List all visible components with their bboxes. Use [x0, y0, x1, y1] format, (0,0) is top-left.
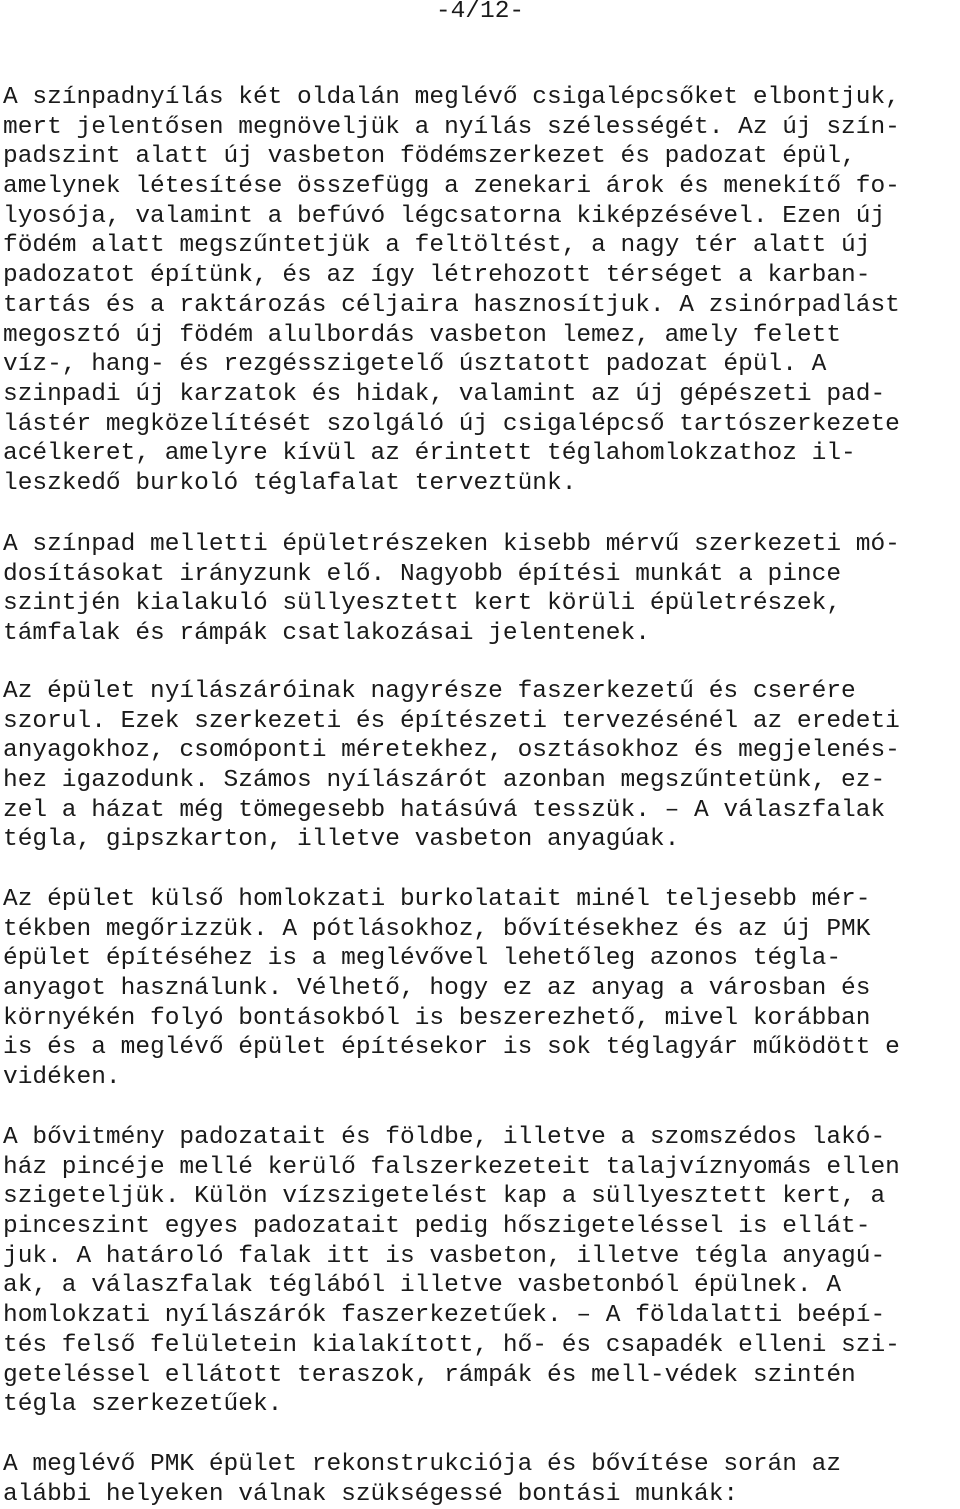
text-line: anyagokhoz, csomóponti méretekhez, osztásokhoz és megjelenés-	[3, 737, 900, 765]
text-line: megosztó új födém alulbordás vasbeton lemez, amely felett	[3, 321, 842, 349]
text-line: szigeteljük. Külön vízszigetelést kap a süllyesztett kert, a	[3, 1183, 886, 1211]
paragraph-5	[3, 1123, 960, 1420]
text-line: mert jelentősen megnöveljük a nyílás szélességét. Az új szín-	[3, 113, 900, 141]
text-line: környékén folyó bontásokból is beszerezhető, mivel korábban	[3, 1004, 871, 1032]
text-line: Az épület nyílászáróinak nagyrésze faszerkezetű és cserére	[3, 678, 856, 705]
text-line: padszint alatt új vasbeton födémszerkezet és padozat épül,	[3, 143, 856, 171]
paragraph-4	[3, 885, 960, 1093]
text-line: is és a meglévő épület építésekor is sok téglagyár működött e	[3, 1034, 900, 1062]
text-line: szintjén kialakuló süllyesztett kert körüli épületrészek,	[3, 590, 842, 618]
text-line: leszkedő burkoló téglafalat terveztünk.	[3, 469, 577, 497]
text-line: geteléssel ellátott teraszok, rámpák és mell-védek szintén	[3, 1361, 856, 1389]
text-line: homlokzati nyílászárók faszerkezetűek. – A földalatti beépí-	[3, 1302, 886, 1330]
text-line: zel a házat még tömegesebb hatásúvá tesszük. – A válaszfalak	[3, 796, 886, 824]
text-line: alábbi helyeken válnak szükségessé bontási munkák:	[3, 1480, 739, 1508]
text-line: tékben megőrizzük. A pótlásokhoz, bővítésekhez és az új PMK	[3, 915, 871, 943]
text-line: A meglévő PMK épület rekonstrukciója és bővítése során az	[3, 1451, 842, 1478]
text-line: födém alatt megszűntetjük a feltöltést, a nagy tér alatt új	[3, 232, 871, 260]
text-line: tartás és a raktározás céljaira hasznosítjuk. A zsinórpadlást	[3, 291, 900, 319]
text-line: A színpad melletti épületrészeken kisebb mérvű szerkezeti mó-	[3, 531, 900, 558]
text-line: tés felső felületein kialakított, hő- és csapadék elleni szi-	[3, 1331, 900, 1359]
text-line: szinpadi új karzatok és hidak, valamint az új gépészeti pad-	[3, 380, 886, 408]
text-line: szorul. Ezek szerkezeti és építészeti tervezésénél az eredeti	[3, 707, 900, 735]
page-number: -4/12-	[435, 0, 525, 25]
text-line: juk. A határoló falak itt is vasbeton, illetve tégla anyagú-	[3, 1242, 886, 1270]
text-line: hez igazodunk. Számos nyílászárót azonban megszűntetünk, ez-	[3, 767, 886, 795]
text-line: tégla szerkezetűek.	[3, 1391, 283, 1419]
text-line: A színpadnyílás két oldalán meglévő csigalépcsőket elbontjuk,	[3, 84, 900, 111]
paragraph-3	[3, 677, 960, 855]
text-line: lástér megközelítését szolgáló új csigalépcső tartószerkezete	[3, 410, 900, 438]
text-line: lyosója, valamint a befúvó légcsatorna kiképzésével. Ezen új	[3, 202, 886, 230]
paragraph-1	[3, 83, 960, 499]
text-line: támfalak és rámpák csatlakozásai jelentenek.	[3, 620, 650, 648]
text-line: víz-, hang- és rezgésszigetelő úsztatott padozat épül. A	[3, 351, 827, 379]
paragraph-6	[3, 1450, 960, 1509]
text-line: ház pincéje mellé kerülő falszerkezeteit talajvíznyomás ellen	[3, 1153, 900, 1181]
text-line: acélkeret, amelyre kívül az érintett téglahomlokzathoz il-	[3, 440, 856, 468]
text-line: épület építéséhez is a meglévővel lehetőleg azonos tégla-	[3, 945, 842, 973]
text-line: amelynek létesítése összefügg a zenekari árok és menekítő fo-	[3, 173, 900, 201]
text-line: pinceszint egyes padozatait pedig hőszigeteléssel is ellát-	[3, 1213, 871, 1241]
text-line: tégla, gipszkarton, illetve vasbeton anyagúak.	[3, 826, 680, 854]
text-line: Az épület külső homlokzati burkolatait minél teljesebb mér-	[3, 886, 871, 913]
text-line: anyagot használunk. Vélhető, hogy ez az anyag a városban és	[3, 975, 871, 1003]
text-line: A bővitmény padozatait és földbe, illetve a szomszédos lakó-	[3, 1124, 886, 1151]
text-line: dosításokat irányzunk elő. Nagyobb építési munkát a pince	[3, 560, 842, 588]
text-line: vidéken.	[3, 1064, 121, 1092]
text-line: padozatot építünk, és az így létrehozott térséget a karban-	[3, 262, 871, 290]
paragraph-2	[3, 530, 960, 649]
text-line: ak, a válaszfalak téglából illetve vasbetonból épülnek. A	[3, 1272, 842, 1300]
